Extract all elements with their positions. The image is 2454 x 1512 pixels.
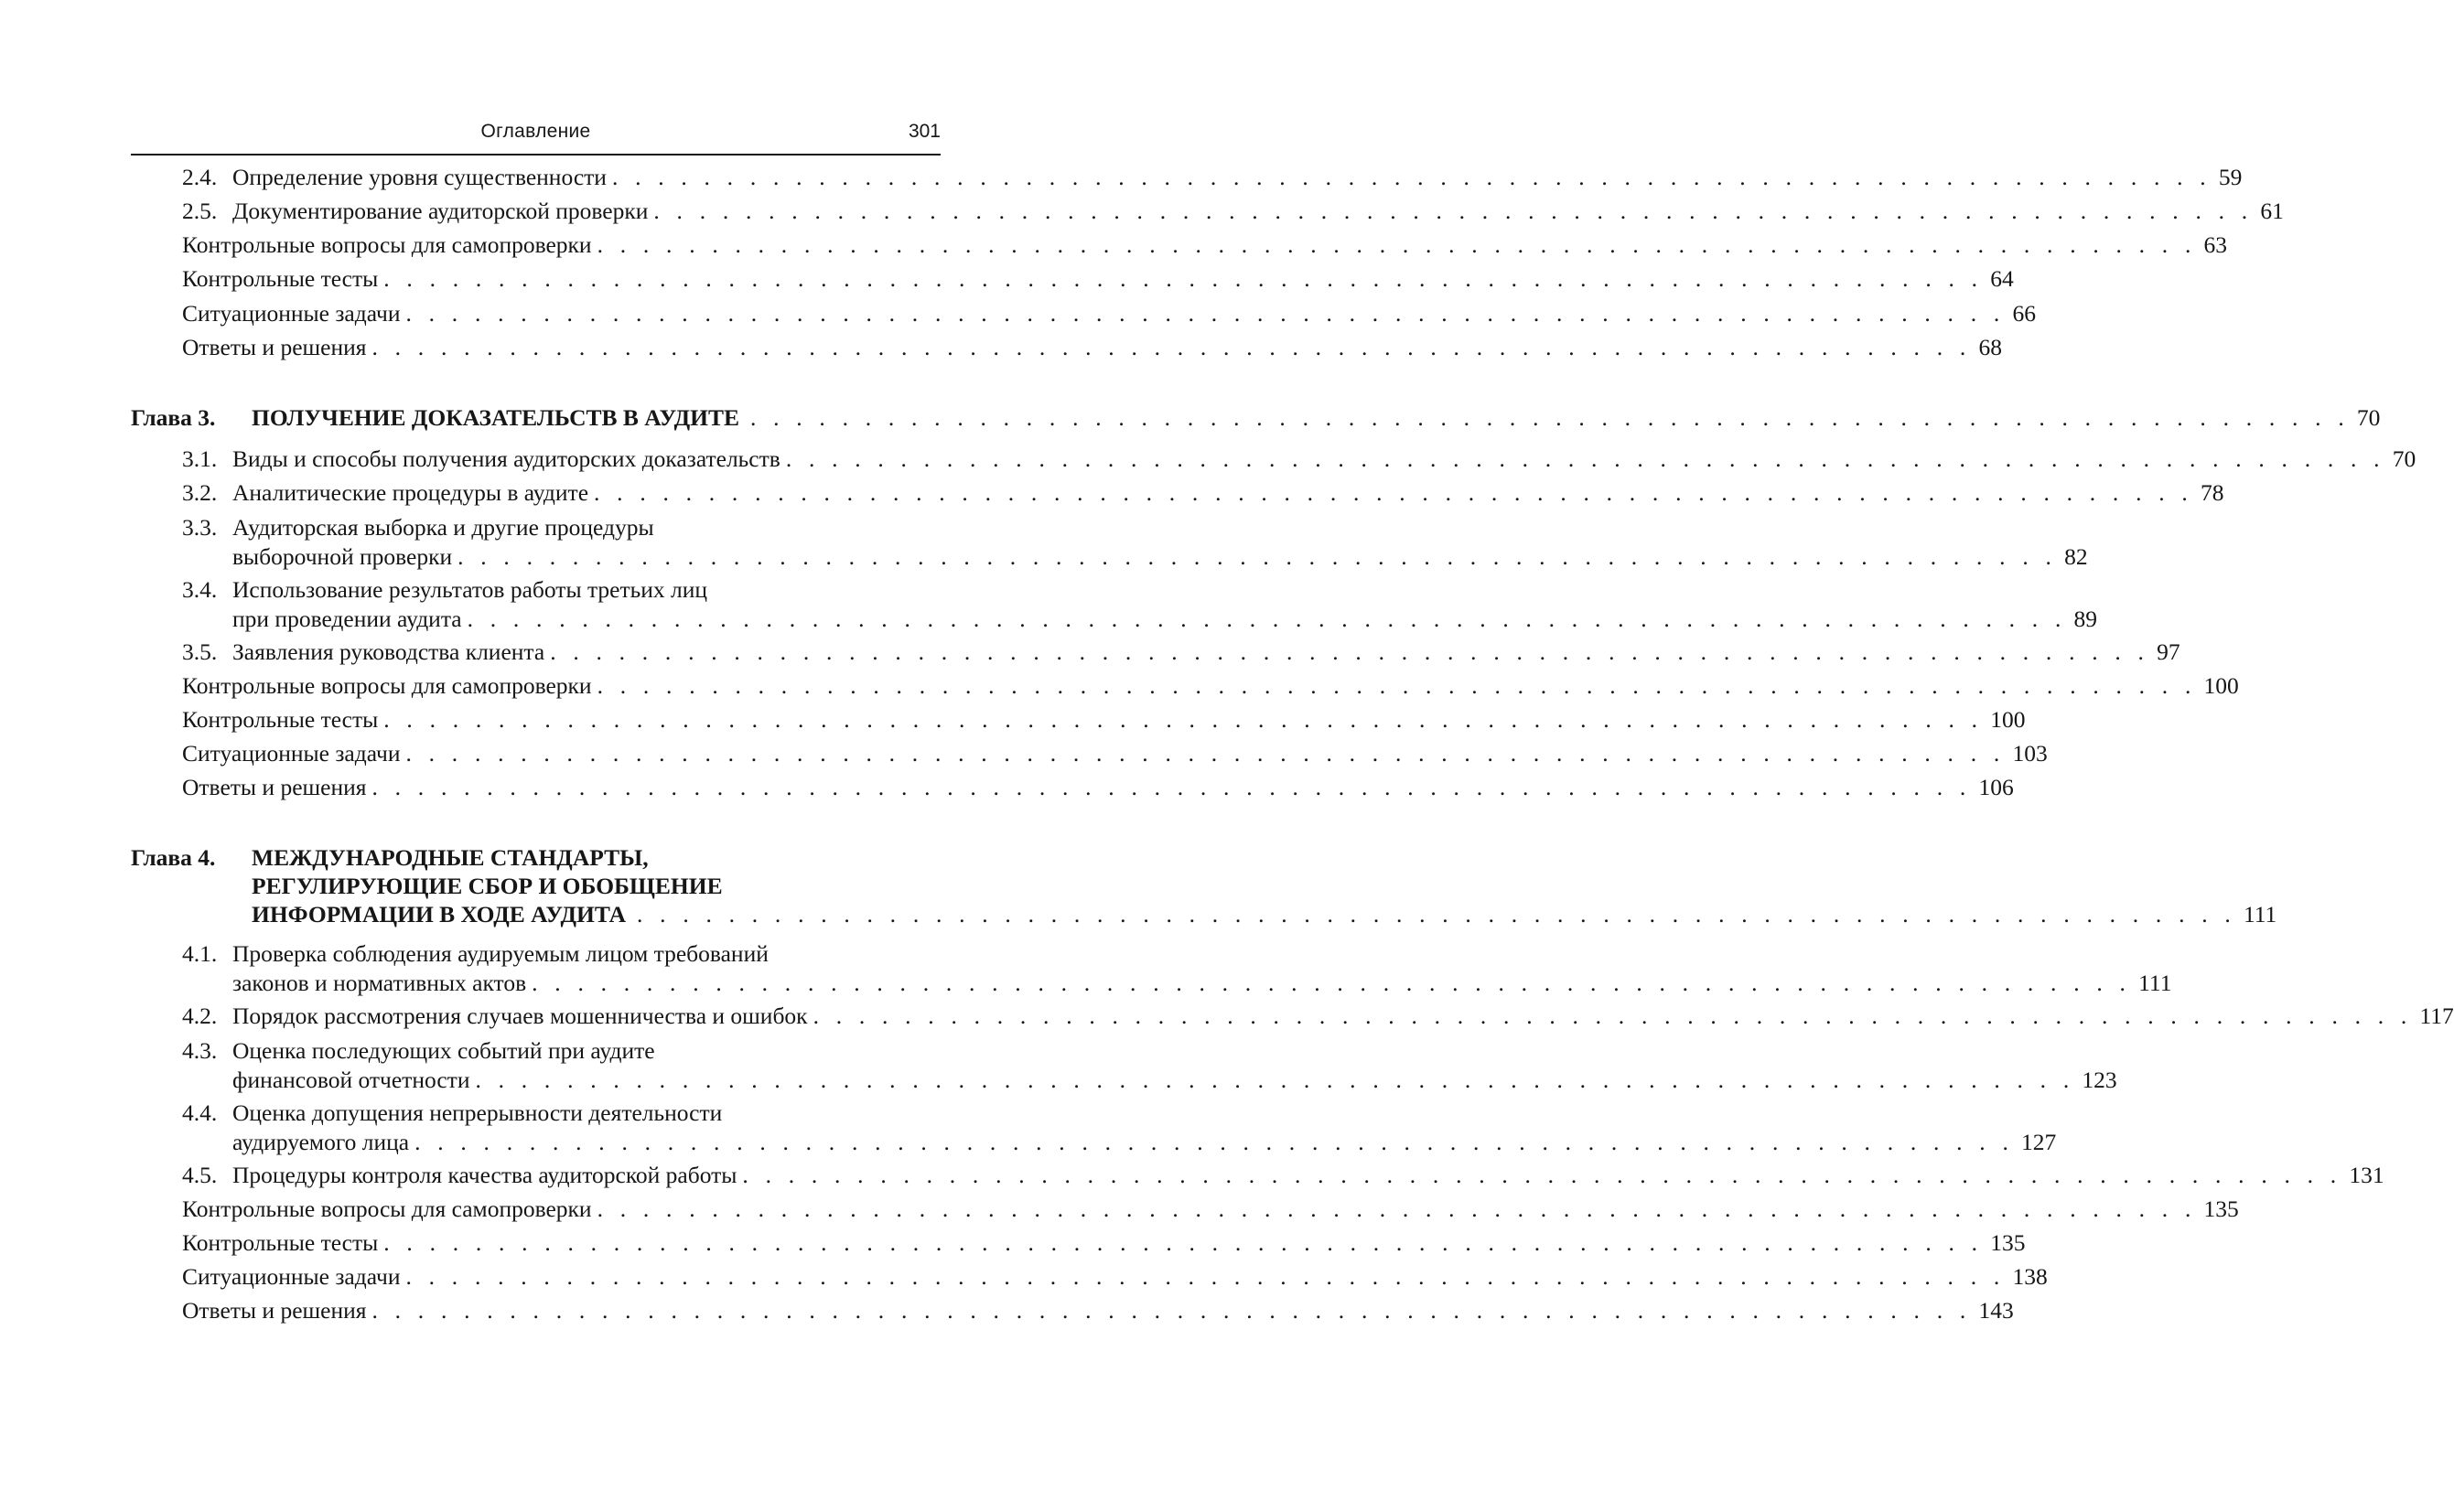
toc-entry-page: 82 <box>2064 543 2088 570</box>
running-head-page-number: 301 <box>908 121 941 142</box>
toc-entry-title: Документирование аудиторской проверки <box>232 198 649 224</box>
toc-entry-title-line2: законов и нормативных актов <box>232 970 527 996</box>
toc-entry-title: Контрольные вопросы для самопроверки <box>182 672 592 699</box>
toc-entry-title: Порядок рассмотрения случаев мошенничества и ошибок <box>232 1003 808 1029</box>
dot-leader: . . . . . . . . . . . . . . . . . . . . . . . . . . . . . . . . . . . . . . . . . . . . . . . . . . . . . . . . . . . . . . . . . . . . . . <box>405 740 2006 767</box>
toc-entry-number: 2.4. <box>182 164 218 190</box>
toc-entry[interactable] <box>182 197 2284 226</box>
toc-entry[interactable] <box>182 1296 2014 1325</box>
running-head <box>131 117 941 155</box>
toc-entry[interactable] <box>182 264 2014 294</box>
toc-entry-title: Ответы и решения <box>182 1297 367 1324</box>
toc-entry-page: 97 <box>2157 638 2180 665</box>
dot-leader: . . . . . . . . . . . . . . . . . . . . . . . . . . . . . . . . . . . . . . . . . . . . . . . . . . . . . . . . . . . . . . . . . . . . . . <box>532 970 2132 996</box>
dot-leader: . . . . . . . . . . . . . . . . . . . . . . . . . . . . . . . . . . . . . . . . . . . . . . . . . . . . . . . . . . . . . . . . . . . . . . <box>475 1067 2075 1093</box>
toc-entry-title: Контрольные тесты <box>182 1229 379 1256</box>
toc-entry-title: Контрольные тесты <box>182 265 379 292</box>
toc-entry-page: 100 <box>1990 706 2026 733</box>
toc-entry-page: 78 <box>2200 479 2224 506</box>
toc-entry-title: Ответы и решения <box>182 774 367 800</box>
toc-entry-page: 64 <box>1990 265 2014 292</box>
dot-leader: . . . . . . . . . . . . . . . . . . . . . . . . . . . . . . . . . . . . . . . . . . . . . . . . . . . . . . . . . . . . . . . . . . . . . . <box>637 901 2236 928</box>
chapter-label: Глава 4. <box>131 844 216 871</box>
toc-entry-title: Ответы и решения <box>182 334 367 360</box>
toc-entry-page: 123 <box>2082 1067 2117 1093</box>
toc-entry-title: Ситуационные задачи <box>182 740 401 767</box>
toc-entry[interactable] <box>182 231 2228 260</box>
toc-entry-title: Виды и способы получения аудиторских доказательств <box>232 445 780 472</box>
toc-entry[interactable] <box>182 638 2180 667</box>
dot-leader: . . . . . . . . . . . . . . . . . . . . . . . . . . . . . . . . . . . . . . . . . . . . . . . . . . . . . . . . . . . . . . . . . . . . . . <box>371 1297 1972 1324</box>
toc-entry[interactable] <box>182 739 2048 768</box>
toc-entry-title: Определение уровня существенности <box>232 164 607 190</box>
toc-entry-title-line2: аудируемого лица <box>232 1129 410 1155</box>
toc-entry-number: 4.1. <box>182 940 218 967</box>
dot-leader: . . . . . . . . . . . . . . . . . . . . . . . . . . . . . . . . . . . . . . . . . . . . . . . . . . . . . . . . . . . . . . . . . . . . . . <box>405 1263 2006 1290</box>
toc-entry[interactable] <box>182 478 2224 508</box>
chapter-title-line3: ИНФОРМАЦИИ В ХОДЕ АУДИТА <box>252 901 627 928</box>
dot-leader: . . . . . . . . . . . . . . . . . . . . . . . . . . . . . . . . . . . . . . . . . . . . . . . . . . . . . . . . . . . . . . . . . . . . . . <box>371 774 1972 800</box>
toc-entry[interactable] <box>182 773 2014 802</box>
book-page <box>131 0 2454 1512</box>
toc-entry-page: 66 <box>2012 300 2036 327</box>
chapter-page: 111 <box>2243 901 2277 928</box>
toc-entry-title: Аналитические процедуры в аудите <box>232 479 589 506</box>
toc-entry-number: 4.3. <box>182 1037 218 1064</box>
dot-leader: . . . . . . . . . . . . . . . . . . . . . . . . . . . . . . . . . . . . . . . . . . . . . . . . . . . . . . . . . . . . . . . . . . . . . . <box>813 1003 2413 1029</box>
dot-leader: . . . . . . . . . . . . . . . . . . . . . . . . . . . . . . . . . . . . . . . . . . . . . . . . . . . . . . . . . . . . . . . . . . . . . . <box>597 672 2197 699</box>
toc-entry-number: 3.4. <box>182 576 218 603</box>
toc-entry-number: 3.1. <box>182 445 218 472</box>
toc-entry[interactable] <box>182 1099 2057 1157</box>
toc-entry[interactable] <box>182 445 2416 474</box>
toc-entry[interactable] <box>182 1036 2117 1095</box>
toc-entry-page: 70 <box>2392 445 2416 472</box>
toc-entry-page: 63 <box>2203 231 2228 258</box>
toc-entry-page: 135 <box>1990 1229 2026 1256</box>
toc-entry-title: Контрольные вопросы для самопроверки <box>182 231 592 258</box>
toc-entry[interactable] <box>182 671 2239 701</box>
toc-entry-page: 111 <box>2138 970 2172 996</box>
toc-entry-number: 2.5. <box>182 198 218 224</box>
chapter-label: Глава 3. <box>131 404 216 431</box>
toc-entry-number: 3.3. <box>182 514 218 541</box>
toc-entry-page: 106 <box>1978 774 2014 800</box>
toc-entry-number: 3.5. <box>182 638 218 665</box>
chapter-title: ПОЛУЧЕНИЕ ДОКАЗАТЕЛЬСТВ В АУДИТЕ <box>252 404 739 431</box>
toc-entry-page: 61 <box>2260 198 2284 224</box>
toc-entry[interactable] <box>182 575 2098 634</box>
toc-entry-title-line1: Оценка допущения непрерывности деятельности <box>232 1099 723 1126</box>
toc-entry-number: 4.5. <box>182 1162 218 1188</box>
dot-leader: . . . . . . . . . . . . . . . . . . . . . . . . . . . . . . . . . . . . . . . . . . . . . . . . . . . . . . . . . . . . . . . . . . . . . . <box>749 404 2350 431</box>
toc-entry-title: Контрольные вопросы для самопроверки <box>182 1196 592 1222</box>
dot-leader: . . . . . . . . . . . . . . . . . . . . . . . . . . . . . . . . . . . . . . . . . . . . . . . . . . . . . . . . . . . . . . . . . . . . . . <box>383 1229 1984 1256</box>
toc-entry[interactable] <box>182 705 2026 735</box>
dot-leader: . . . . . . . . . . . . . . . . . . . . . . . . . . . . . . . . . . . . . . . . . . . . . . . . . . . . . . . . . . . . . . . . . . . . . . <box>405 300 2006 327</box>
toc-entry[interactable] <box>182 333 2002 362</box>
toc-entry-title: Ситуационные задачи <box>182 300 401 327</box>
toc-entry[interactable] <box>182 1228 2026 1258</box>
dot-leader: . . . . . . . . . . . . . . . . . . . . . . . . . . . . . . . . . . . . . . . . . . . . . . . . . . . . . . . . . . . . . . . . . . . . . . <box>785 445 2385 472</box>
chapter-heading[interactable] <box>131 403 2381 432</box>
toc-entry-page: 59 <box>2218 164 2243 190</box>
dot-leader: . . . . . . . . . . . . . . . . . . . . . . . . . . . . . . . . . . . . . . . . . . . . . . . . . . . . . . . . . . . . . . . . . . . . . . <box>457 543 2058 570</box>
toc-entry-title-line1: Использование результатов работы третьих лиц <box>232 576 708 603</box>
toc-entry-title-line2: выборочной проверки <box>232 543 453 570</box>
chapter-title-line1: МЕЖДУНАРОДНЫЕ СТАНДАРТЫ, <box>252 844 649 871</box>
dot-leader: . . . . . . . . . . . . . . . . . . . . . . . . . . . . . . . . . . . . . . . . . . . . . . . . . . . . . . . . . . . . . . . . . . . . . . <box>550 638 2150 665</box>
toc-entry[interactable] <box>182 1195 2239 1224</box>
toc-entry-title: Заявления руководства клиента <box>232 638 545 665</box>
dot-leader: . . . . . . . . . . . . . . . . . . . . . . . . . . . . . . . . . . . . . . . . . . . . . . . . . . . . . . . . . . . . . . . . . . . . . . <box>371 334 1972 360</box>
toc-entry-title: Процедуры контроля качества аудиторской работы <box>232 1162 737 1188</box>
toc-entry-title-line2: при проведении аудита <box>232 606 462 632</box>
toc-entry-page: 103 <box>2012 740 2048 767</box>
toc-entry[interactable] <box>182 163 2243 192</box>
toc-entry[interactable] <box>182 939 2172 998</box>
chapter-page: 70 <box>2356 404 2381 431</box>
running-head-title: Оглавление <box>480 121 591 142</box>
dot-leader: . . . . . . . . . . . . . . . . . . . . . . . . . . . . . . . . . . . . . . . . . . . . . . . . . . . . . . . . . . . . . . . . . . . . . . <box>383 706 1984 733</box>
toc-entry-title-line1: Проверка соблюдения аудируемым лицом требований <box>232 940 769 967</box>
dot-leader: . . . . . . . . . . . . . . . . . . . . . . . . . . . . . . . . . . . . . . . . . . . . . . . . . . . . . . . . . . . . . . . . . . . . . . <box>653 198 2254 224</box>
toc-entry-title-line2: финансовой отчетности <box>232 1067 470 1093</box>
chapter-heading[interactable] <box>131 843 2277 928</box>
toc-entry-page: 143 <box>1978 1297 2014 1324</box>
toc-entry-page: 135 <box>2203 1196 2239 1222</box>
dot-leader: . . . . . . . . . . . . . . . . . . . . . . . . . . . . . . . . . . . . . . . . . . . . . . . . . . . . . . . . . . . . . . . . . . . . . . <box>467 606 2067 632</box>
toc-entry[interactable] <box>182 1161 2384 1190</box>
chapter-title-line2: РЕГУЛИРУЮЩИЕ СБОР И ОБОБЩЕНИЕ <box>252 873 723 899</box>
toc-entry-page: 68 <box>1978 334 2002 360</box>
toc-entry-number: 3.2. <box>182 479 218 506</box>
toc-entry-number: 4.4. <box>182 1099 218 1126</box>
dot-leader: . . . . . . . . . . . . . . . . . . . . . . . . . . . . . . . . . . . . . . . . . . . . . . . . . . . . . . . . . . . . . . . . . . . . . . <box>594 479 2193 506</box>
toc-entry[interactable] <box>182 513 2088 572</box>
toc-entry-page: 117 <box>2419 1003 2454 1029</box>
toc-entry-title: Контрольные тесты <box>182 706 379 733</box>
toc-entry-page: 100 <box>2203 672 2239 699</box>
dot-leader: . . . . . . . . . . . . . . . . . . . . . . . . . . . . . . . . . . . . . . . . . . . . . . . . . . . . . . . . . . . . . . . . . . . . . . <box>383 265 1984 292</box>
toc-entry-page: 131 <box>2349 1162 2384 1188</box>
toc-entry-page: 89 <box>2073 606 2098 632</box>
toc-entry[interactable] <box>182 1002 2454 1031</box>
toc-entry-title: Ситуационные задачи <box>182 1263 401 1290</box>
toc-entry[interactable] <box>182 1262 2048 1292</box>
dot-leader: . . . . . . . . . . . . . . . . . . . . . . . . . . . . . . . . . . . . . . . . . . . . . . . . . . . . . . . . . . . . . . . . . . . . . . <box>414 1129 2015 1155</box>
dot-leader: . . . . . . . . . . . . . . . . . . . . . . . . . . . . . . . . . . . . . . . . . . . . . . . . . . . . . . . . . . . . . . . . . . . . . . <box>742 1162 2342 1188</box>
dot-leader: . . . . . . . . . . . . . . . . . . . . . . . . . . . . . . . . . . . . . . . . . . . . . . . . . . . . . . . . . . . . . . . . . . . . . . <box>597 1196 2197 1222</box>
dot-leader: . . . . . . . . . . . . . . . . . . . . . . . . . . . . . . . . . . . . . . . . . . . . . . . . . . . . . . . . . . . . . . . . . . . . . . <box>611 164 2212 190</box>
dot-leader: . . . . . . . . . . . . . . . . . . . . . . . . . . . . . . . . . . . . . . . . . . . . . . . . . . . . . . . . . . . . . . . . . . . . . . <box>597 231 2197 258</box>
toc-entry[interactable] <box>182 299 2036 328</box>
toc-entry-title-line1: Аудиторская выборка и другие процедуры <box>232 514 654 541</box>
toc-entry-number: 4.2. <box>182 1003 218 1029</box>
toc-entry-page: 138 <box>2012 1263 2048 1290</box>
toc-entry-title-line1: Оценка последующих событий при аудите <box>232 1037 655 1064</box>
toc-entry-page: 127 <box>2021 1129 2057 1155</box>
